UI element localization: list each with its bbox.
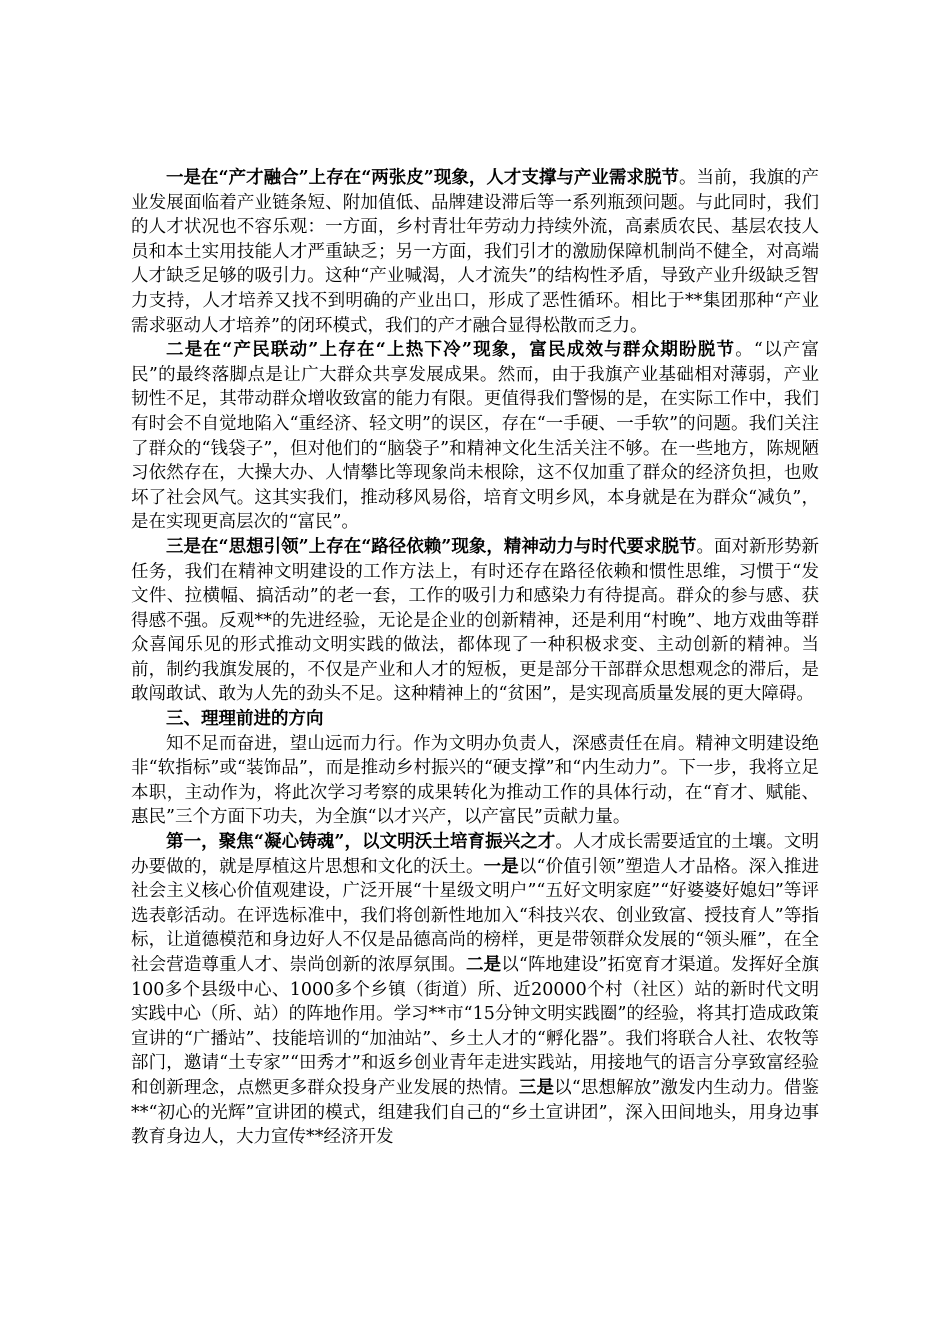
point-two-text: 以“阵地建设”拓宽育才渠道。发挥好全旗100多个县级中心、1000多个乡镇（街道）所、近20000个村（社区）站的新时代文明实践中心（所、站）的阵地作用。学习**市“15分钟文明实践圈”的经验，将其打造成政策宣讲的“广播站”、技能培训的“加油站”、乡土人才的“孵化器”。我们将联合人社、农牧等部门，邀请“土专家”“田秀才”和返乡创业青年走进实践站，用接地气的语言分享致富经验和创新理念，点燃更多群众投身产业发展的热情。 (131, 955, 819, 1098)
paragraph-2 (131, 338, 819, 535)
paragraph-4-text: 知不足而奋进，望山远而力行。作为文明办负责人，深感责任在肩。精神文明建设绝非“软指标”或“装饰品”，而是推动乡村振兴的“硬支撑”和“内生动力”。下一步，我将立足本职，主动作为，将此次学习考察的成果转化为推动工作的具体行动，在“育才、赋能、惠民”三个方面下功夫，为全旗“以才兴产，以产富民”贡献力量。 (131, 733, 819, 828)
paragraph-5-heading: 第一，聚焦“凝心铸魂”，以文明沃土培育振兴之才 (166, 832, 556, 853)
paragraph-1 (131, 166, 819, 338)
paragraph-3-text: 。面对新形势新任务，我们在精神文明建设的工作方法上，有时还存在路径依赖和惯性思维，习惯于“发文件、拉横幅、搞活动”的老一套，工作的吸引力和感染力有待提高。群众的参与感、获得感不强。反观**的先进经验，无论是企业的创新精神，还是利用“村晚”、地方戏曲等群众喜闻乐见的形式推动文明实践的做法，都体现了一种积极求变、主动创新的精神。当前，制约我旗发展的，不仅是产业和人才的短板，更是部分干部群众思想观念的滞后，是敢闯敢试、敢为人先的劲头不足。这种精神上的“贫困”，是实现高质量发展的更大障碍。 (131, 536, 820, 705)
point-one-text: 以“价值引领”塑造人才品格。深入推进社会主义核心价值观建设，广泛开展“十星级文明户”“五好文明家庭”“好婆婆好媳妇”等评选表彰活动。在评选标准中，我们将创新性地加入“科技兴农、创业致富、授技育人”等指标，让道德模范和身边好人不仅是品德高尚的榜样，更是带领群众发展的“领头雁”，在全社会营造尊重人才、崇尚创新的浓厚氛围。 (131, 856, 820, 975)
paragraph-4 (131, 732, 819, 830)
paragraph-1-text: 。当前，我旗的产业发展面临着产业链条短、附加值低、品牌建设滞后等一系列瓶颈问题。与此同时，我们的人才状况也不容乐观：一方面，乡村青壮年劳动力持续外流，高素质农民、基层农技人员和本土实用技能人才严重缺乏；另一方面，我们引才的激励保障机制尚不健全，对高端人才缺乏足够的吸引力。这种“产业喊渴，人才流失”的结构性矛盾，导致产业升级缺乏智力支持，人才培养又找不到明确的产业出口，形成了恶性循环。相比于**集团那种“产业需求驱动人才培养”的闭环模式，我们的产才融合显得松散而乏力。 (131, 168, 819, 336)
section-heading (131, 707, 819, 732)
section-heading-text: 三、理理前进的方向 (166, 709, 324, 730)
paragraph-3-heading: 三是在“思想引领”上存在“路径依赖”现象，精神动力与时代要求脱节 (166, 536, 697, 557)
point-three-text: 以“思想解放”激发内生动力。借鉴**“初心的光辉”宣讲团的模式，组建我们自己的“乡土宣讲团”，深入田间地头，用身边事教育身边人，大力宣传**经济开发 (131, 1077, 819, 1148)
point-three-label: 三是 (518, 1077, 555, 1098)
paragraph-5 (131, 830, 819, 1150)
paragraph-2-text: 。“以产富民”的最终落脚点是让广大群众共享发展成果。然而，由于我旗产业基础相对薄弱，产业韧性不足，其带动群众增收致富的能力有限。更值得我们警惕的是，在实际工作中，我们有时会不自觉地陷入“重经济、轻文明”的误区，存在“一手硬、一手软”的问题。我们关注了群众的“钱袋子”，但对他们的“脑袋子”和精神文化生活关注不够。在一些地方，陈规陋习依然存在，大操大办、人情攀比等现象尚未根除，这不仅加重了群众的经济负担，也败坏了社会风气。这其实我们，推动移风易俗，培育文明乡风，本身就是在为群众“减负”，是在实现更高层次的“富民”。 (131, 340, 819, 533)
paragraph-5-text: 。人才成长需要适宜的土壤。文明办要做的，就是厚植这片思想和文化的沃土。 (131, 832, 820, 877)
paragraph-3 (131, 535, 819, 707)
point-two-label: 二是 (465, 955, 502, 975)
paragraph-2-heading: 二是在“产民联动”上存在“上热下冷”现象，富民成效与群众期盼脱节 (166, 340, 736, 361)
paragraph-1-heading: 一是在“产才融合”上存在“两张皮”现象，人才支撑与产业需求脱节 (166, 168, 679, 188)
point-one-label: 一是 (483, 856, 519, 877)
